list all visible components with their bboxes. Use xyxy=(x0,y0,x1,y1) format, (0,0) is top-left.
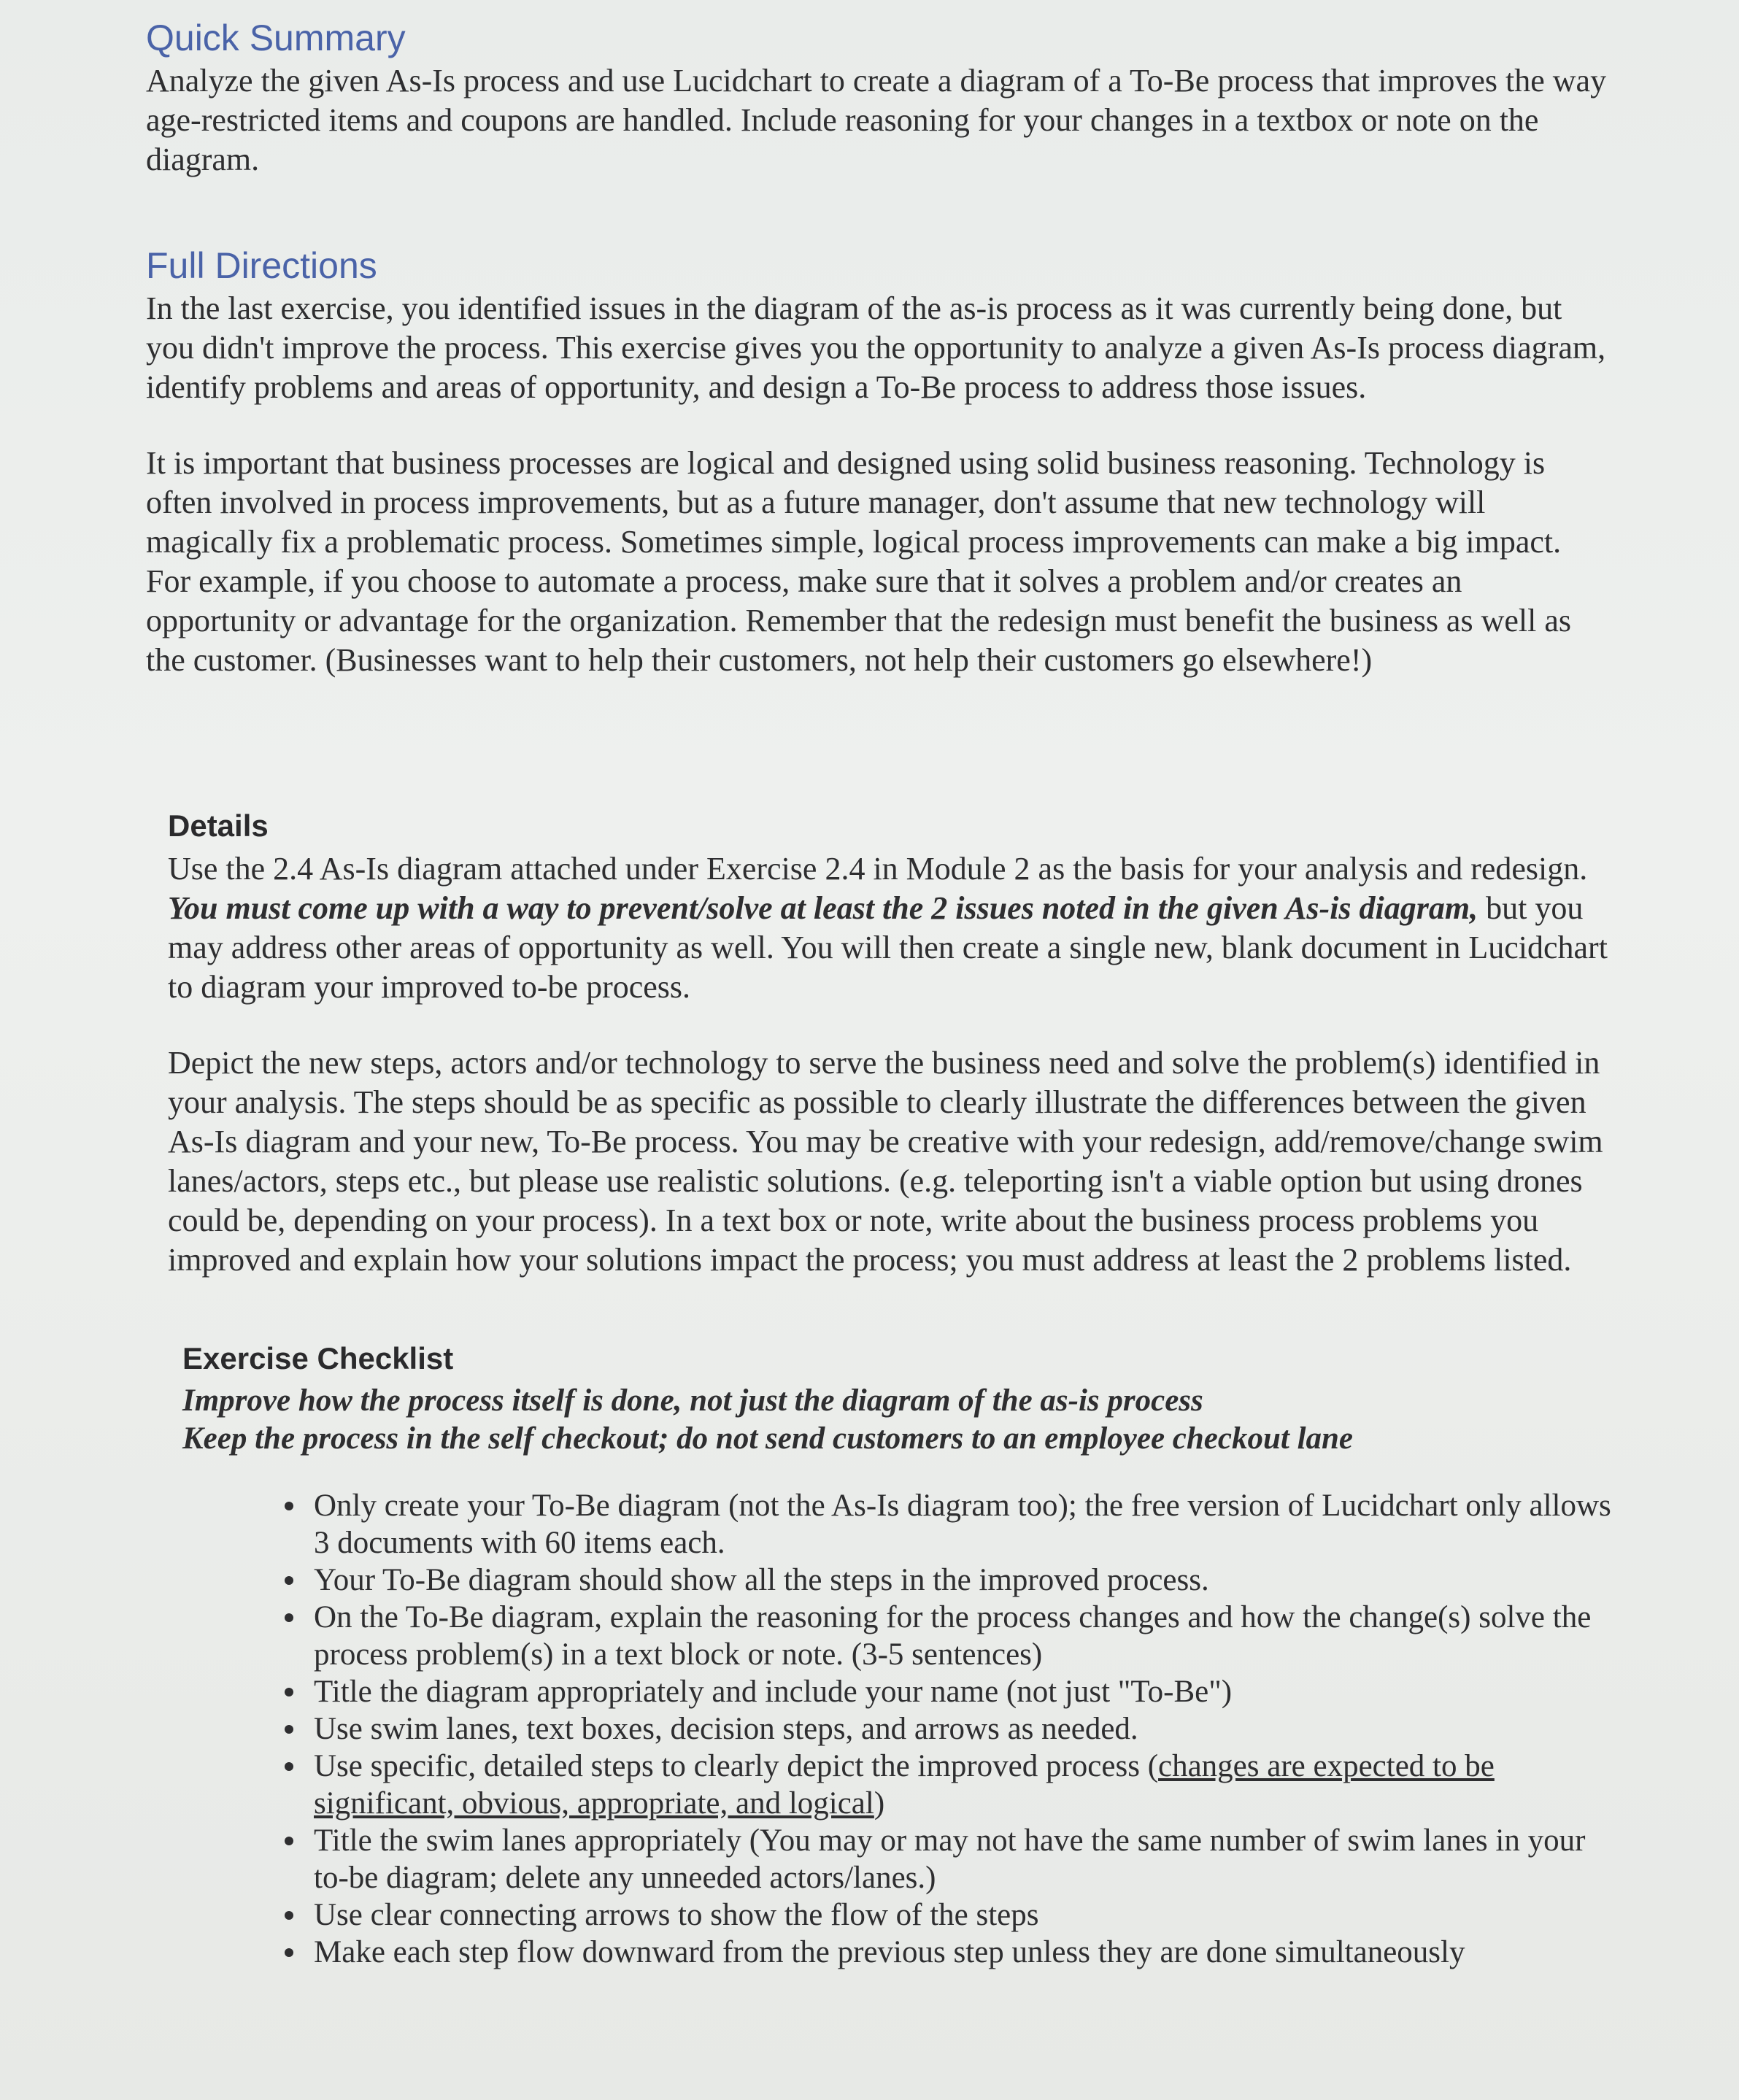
full-directions-heading: Full Directions xyxy=(146,245,377,286)
checklist-item: Only create your To-Be diagram (not the As-Is diagram too); the free version of Lucidchart only allows 3 documents with 60 items each. xyxy=(285,1487,1613,1562)
checklist-line-1: Improve how the process itself is done, not just the diagram of the as-is process xyxy=(182,1383,1203,1418)
quick-summary-heading: Quick Summary xyxy=(146,18,406,58)
details-p1-emphasis: You must come up with a way to prevent/solve at least the 2 issues noted in the given As-is diagram, xyxy=(168,890,1478,926)
checklist-item xyxy=(285,1748,1613,1822)
checklist-line-2: Keep the process in the self checkout; do not send customers to an employee checkout lane xyxy=(182,1421,1354,1456)
checklist-list xyxy=(182,1487,1613,1971)
checklist-item: Use swim lanes, text boxes, decision steps, and arrows as needed. xyxy=(285,1710,1613,1748)
checklist-item: Title the swim lanes appropriately (You may or may not have the same number of swim lanes in your to-be diagram; delete any unneeded actors/lanes.) xyxy=(285,1822,1613,1896)
checklist-item: Title the diagram appropriately and include your name (not just "To-Be") xyxy=(285,1673,1613,1710)
checklist-item-6-end: ) xyxy=(874,1786,885,1821)
checklist-heading: Exercise Checklist xyxy=(182,1341,454,1375)
checklist-item-6-underlined: changes are expected to be significant, obvious, appropriate, and logical xyxy=(314,1749,1495,1821)
checklist-item: Use clear connecting arrows to show the flow of the steps xyxy=(285,1896,1613,1934)
details-paragraph-1 xyxy=(168,849,1613,1007)
checklist-item: Your To-Be diagram should show all the steps in the improved process. xyxy=(285,1562,1613,1599)
details-heading: Details xyxy=(168,808,269,843)
details-p1-start: Use the 2.4 As-Is diagram attached under Exercise 2.4 in Module 2 as the basis for your analysis and redesign. xyxy=(168,851,1588,887)
details-paragraph-2: Depict the new steps, actors and/or technology to serve the business need and solve the problem(s) identified in your analysis. The steps should be as specific as possible to clearly illustrate the differences between the given As-Is diagram and your new, To-Be process. You may be creative with your redesign, add/remove/change swim lanes/actors, steps etc., but please use realistic solutions. (e.g. teleporting isn't a viable option but using drones could be, depending on your process). In a text box or note, write about the business process problems you improved and explain how your solutions impact the process; you must address at least the 2 problems listed. xyxy=(168,1045,1603,1278)
details-section xyxy=(168,803,1613,1280)
checklist-item: Make each step flow downward from the previous step unless they are done simultaneously xyxy=(285,1934,1613,1971)
quick-summary-section xyxy=(146,15,1613,179)
checklist-item-6-start: Use specific, detailed steps to clearly depict the improved process ( xyxy=(314,1749,1159,1783)
full-directions-paragraph-2: It is important that business processes are logical and designed using solid business reasoning. Technology is often involved in process improvements, but as a future manager, don't assume that new technology will magically fix a problematic process. Sometimes simple, logical process improvements can make a big impact. For example, if you choose to automate a process, make sure that it solves a problem and/or creates an opportunity or advantage for the organization. Remember that the redesign must benefit the business as well as the customer. (Businesses want to help their customers, not help their customers go elsewhere!) xyxy=(146,445,1571,678)
checklist-section xyxy=(182,1335,1613,1971)
full-directions-paragraph-1: In the last exercise, you identified issues in the diagram of the as-is process as it was currently being done, but you didn't improve the process. This exercise gives you the opportunity to analyze a given As-Is process diagram, identify problems and areas of opportunity, and design a To-Be process to address those issues. xyxy=(146,290,1606,405)
quick-summary-text: Analyze the given As-Is process and use Lucidchart to create a diagram of a To-Be process that improves the way age-restricted items and coupons are handled. Include reasoning for your changes in a textbox or note on the diagram. xyxy=(146,63,1607,177)
checklist-item: On the To-Be diagram, explain the reasoning for the process changes and how the change(s) solve the process problem(s) in a text block or note. (3-5 sentences) xyxy=(285,1599,1613,1673)
full-directions-section xyxy=(146,242,1613,680)
details-p1-end: but you may address other areas of opportunity as well. You will then create a single new, blank document in Lucidchart to diagram your improved to-be process. xyxy=(168,890,1608,1005)
